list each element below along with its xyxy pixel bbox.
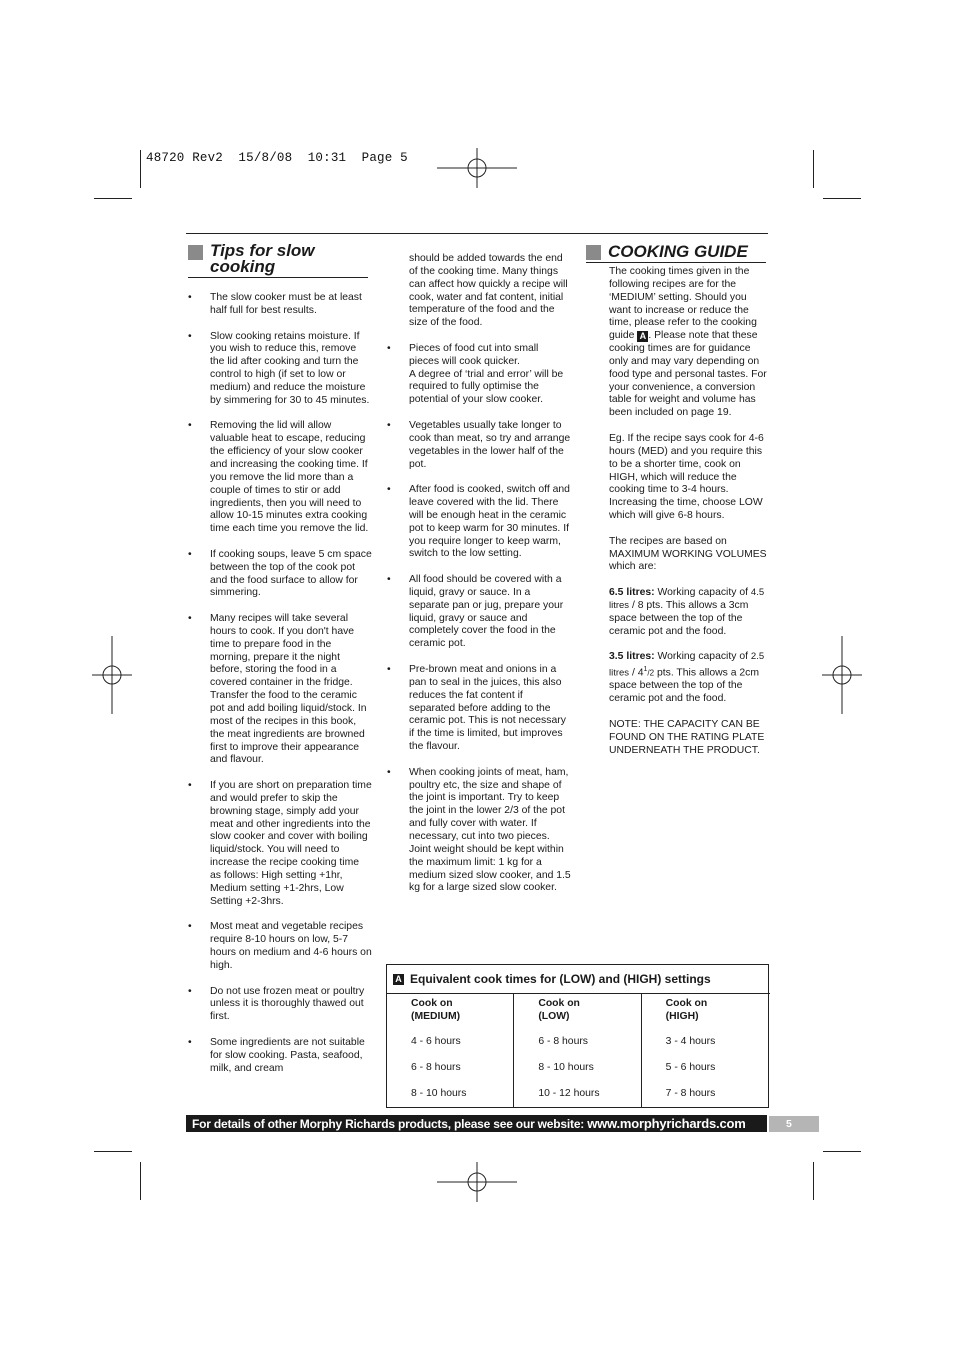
- tip-item: • Vegetables usually take longer to cook than meat, so try and arrange vegetables in the lower half of the pot.: [387, 420, 571, 471]
- registration-mark-icon: [822, 636, 862, 714]
- table-column-high: [641, 994, 768, 1107]
- tip-item: • Slow cooking retains moisture. If you wish to reduce this, remove the lid after cooking and turn the control to high (if set to low or medium) and reduce the moisture by simmering for 30 to 45 minutes.: [188, 331, 372, 408]
- capacity-3-5-paragraph: 3.5 litres: Working capacity of 2.5 litres / $4^1/2$ pts. This allows a 2cm space between the top of the ceramic pot and the food.: [609, 651, 765, 705]
- tips-continued-text: should be added towards the end of the cooking time. Many things can affect how quickly a recipe will cook, water and fat content, initial temperature of the food and the size of the food.: [409, 253, 568, 329]
- crop-mark: [140, 150, 141, 188]
- table-cell: 6 - 8 hours: [538, 1036, 588, 1047]
- cook-times-table: [386, 964, 769, 1108]
- table-columns: [387, 994, 768, 1107]
- crop-mark: [823, 1151, 861, 1152]
- crop-mark: [140, 1162, 141, 1200]
- tips-list-2: [387, 343, 571, 895]
- tip-item: • Some ingredients are not suitable for slow cooking. Pasta, seafood, milk, and cream: [188, 1037, 372, 1076]
- heading-square-icon: [586, 245, 601, 260]
- tip-item: • Most meat and vegetable recipes require 8-10 hours on low, 5-7 hours on medium and 4-6 hours on high.: [188, 921, 372, 972]
- cooking-guide-title: COOKING GUIDE: [608, 242, 748, 261]
- table-a-badge-icon: A: [637, 331, 648, 342]
- website-link[interactable]: www.morphyrichards.com: [587, 1116, 746, 1131]
- column-header: Cook on (MEDIUM): [411, 998, 461, 1022]
- tip-item: • If you are short on preparation time and would prefer to skip the browning stage, simply add your meat and other ingredients into the slow cooker and cover with boiling liquid/stock. You will need to increase the recipe cooking time as follows: High setting +1hr, Medium setting +1-2hrs, Low Setting +2-3hrs.: [188, 780, 372, 908]
- registration-mark-icon: [92, 636, 132, 714]
- table-cell: 4 - 6 hours: [411, 1036, 461, 1047]
- table-cell: 10 - 12 hours: [538, 1088, 600, 1099]
- tip-item: • Many recipes will take several hours to cook. If you don't have time to prepare food in the morning, prepare it the night before, storing the food in a covered container in the fridge. Transfer the food to the ceramic pot and add boiling liquid/stock. In most of the recipes in this book, the meat ingredients are browned first to improve their appearance and flavour.: [188, 613, 372, 767]
- tip-item: • The slow cooker must be at least half full for best results.: [188, 292, 372, 318]
- capacity-note: NOTE: THE CAPACITY CAN BE FOUND ON THE RATING PLATE UNDERNEATH THE PRODUCT.: [609, 719, 765, 756]
- tip-item: • After food is cooked, switch off and leave covered with the lid. There will be enough heat in the ceramic pot to keep warm for 30 minutes. If you require longer to keep warm, switch to the low setting.: [387, 484, 571, 561]
- tips-title: Tips for slow cooking: [210, 241, 315, 276]
- heading-square-icon: [188, 245, 203, 260]
- capacity-6-5-paragraph: 6.5 litres: Working capacity of 4.5 litres / 8 pts. This allows a 3cm space between the top of the ceramic pot and the food.: [609, 587, 765, 637]
- crop-mark: [94, 1151, 132, 1152]
- table-cell: 6 - 8 hours: [411, 1062, 461, 1073]
- cooking-guide-column: [609, 266, 767, 770]
- table-cell: 7 - 8 hours: [665, 1088, 716, 1099]
- table-column-medium: [387, 994, 513, 1107]
- tip-item: • Pieces of food cut into small pieces will cook quicker. A degree of ‘trial and error’ will be required to fully optimise the potential of your slow cooker.: [387, 343, 571, 407]
- footer-text: For details of other Morphy Richards products, please see our website:: [192, 1117, 588, 1131]
- registration-mark-icon: [437, 148, 517, 188]
- cooking-guide-heading: [586, 243, 766, 260]
- table-cell: 8 - 10 hours: [538, 1062, 594, 1073]
- crop-mark: [813, 150, 814, 188]
- registration-mark-icon: [437, 1162, 517, 1202]
- tip-item: • If cooking soups, leave 5 cm space between the top of the cook pot and the food surface to allow for simmering.: [188, 549, 372, 600]
- table-title: Equivalent cook times for (LOW) and (HIGH) settings: [410, 972, 711, 986]
- guide-example-paragraph: Eg. If the recipe says cook for 4-6 hours (MED) and you require this to be a shorter time, cook on HIGH, which will reduce the cooking time to 3-4 hours. Increasing the time, choose LOW which will give 6-8 hours.: [609, 432, 764, 522]
- tip-item: • When cooking joints of meat, ham, poultry etc, the size and shape of the joint is important. Try to keep the joint in the lower 2/3 of the pot and fully cover with water. If necessary, cut into two pieces. Joint weight should be kept within the maximum limit: 1 kg for a medium sized slow cooker, and 1.5 kg for a large sized slow cooker.: [387, 767, 571, 895]
- column-header: Cook on (LOW): [538, 998, 580, 1022]
- cooking-guide-title-rule: [586, 262, 766, 263]
- tip-item: • Pre-brown meat and onions in a pan to seal in the juices, this also reduces the fat content if separated before adding to the ceramic pot. This is not necessary if the time is limited, but improves the flavour.: [387, 664, 571, 754]
- table-cell: 3 - 4 hours: [665, 1036, 716, 1047]
- tips-column-1: [188, 292, 372, 1088]
- tips-list-1: [188, 292, 372, 1075]
- crop-mark: [823, 198, 861, 199]
- tips-column-2: [387, 253, 571, 908]
- table-header: [387, 965, 770, 994]
- table-cell: 8 - 10 hours: [411, 1088, 467, 1099]
- tips-title-rule: [188, 277, 368, 278]
- table-column-low: [513, 994, 640, 1107]
- tip-item: • Removing the lid will allow valuable heat to escape, reducing the efficiency of your slow cooker and increasing the cooking time. If you remove the lid more than a couple of times to stir or add ingredients, then you will need to allow 10-15 minutes extra cooking time each time you remove the lid.: [188, 420, 372, 536]
- table-a-badge-icon: A: [393, 974, 404, 985]
- column-header: Cook on (HIGH): [665, 998, 708, 1022]
- crop-mark: [813, 1162, 814, 1200]
- printer-slug: 48720 Rev2 15/8/08 10:31 Page 5: [146, 151, 408, 165]
- table-cell: 5 - 6 hours: [665, 1062, 716, 1073]
- top-rule: [186, 233, 768, 234]
- tips-heading: [188, 243, 368, 275]
- page-number: 5: [769, 1116, 819, 1132]
- crop-mark: [94, 198, 132, 199]
- footer-bar: [186, 1115, 767, 1132]
- tip-item: • All food should be covered with a liquid, gravy or sauce. In a separate pan or jug, prepare your liquid, gravy or sauce and completely cover the food in the ceramic pot.: [387, 574, 571, 651]
- guide-volumes-paragraph: The recipes are based on MAXIMUM WORKING VOLUMES which are:: [609, 535, 767, 573]
- tip-item: • Do not use frozen meat or poultry unless it is thoroughly thawed out first.: [188, 986, 372, 1025]
- guide-intro-paragraph: The cooking times given in the following recipes are for the ‘MEDIUM’ setting. Should you want to increase or reduce the time, please refer to the cooking guide A . Please note that these cooking times are for guidance only and may vary depending on food type and personal tastes. For your convenience, a conversion table for weight and volume has been included on page 19.: [609, 266, 767, 419]
